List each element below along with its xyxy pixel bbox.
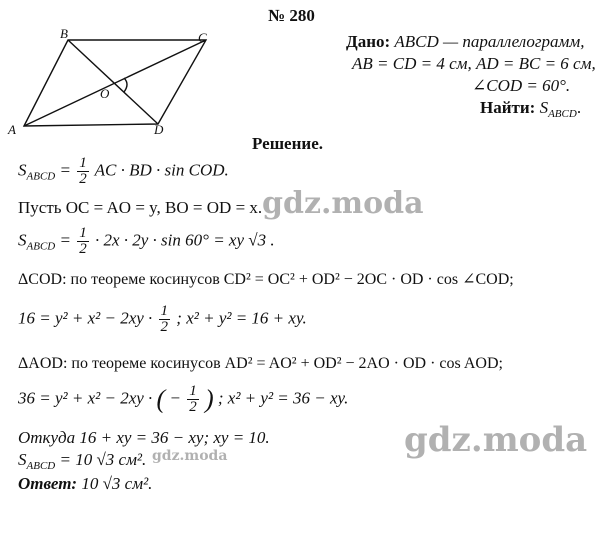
formula-line-2: Пусть OC = AO = y, BO = OD = x. xyxy=(18,198,263,217)
l7-minus: − xyxy=(169,388,181,408)
l9-rest: = 10 √3 см². xyxy=(55,450,147,469)
l9-s: S xyxy=(18,450,27,469)
l3-s: S xyxy=(18,230,27,250)
l5-fraction xyxy=(159,304,171,335)
angle-arc xyxy=(124,78,127,92)
l1-num: 1 xyxy=(79,155,87,171)
formula-line-4: ΔCOD: по теореме косинусов CD² = OC² + OD² − 2OC · OD · cos ∠COD; xyxy=(18,271,514,288)
l3-eq: = xyxy=(55,230,76,250)
watermark-bottom: gdz.moda xyxy=(404,420,588,460)
l3-sub: ABCD xyxy=(26,240,56,253)
formula-line-1 xyxy=(18,156,229,187)
l5-den: 2 xyxy=(160,319,169,335)
solution-heading: Решение. xyxy=(252,134,323,153)
l3-rest: · 2x · 2y · sin 60° = xy √3 . xyxy=(94,230,275,250)
l5-num: 1 xyxy=(160,303,169,319)
l7-end: ; x² + y² = 36 − xy. xyxy=(217,388,349,408)
answer-value: 10 √3 см². xyxy=(77,474,153,493)
l1-s: S xyxy=(18,160,27,180)
formula-line-5 xyxy=(18,304,307,335)
answer-line xyxy=(18,474,152,494)
find-label: Найти: xyxy=(480,98,536,117)
watermark-small: gdz.moda xyxy=(152,448,228,464)
given-figure-text: ABCD — параллелограмм, xyxy=(394,32,585,51)
l5-start: 16 = y² + x² − 2xy · xyxy=(18,308,157,328)
diagonal-bd xyxy=(68,40,158,124)
formula-line-6: ΔAOD: по теореме косинусов AD² = AO² + OD² − 2AO · OD · cos AOD; xyxy=(18,355,503,372)
vertex-b-label: B xyxy=(60,26,68,41)
given-label: Дано: xyxy=(346,32,391,51)
problem-number: № 280 xyxy=(268,6,315,25)
l1-rest: AC · BD · sin COD. xyxy=(94,160,229,180)
l3-den: 2 xyxy=(79,241,87,257)
find-end: . xyxy=(576,98,582,117)
l5-end: ; x² + y² = 16 + xy. xyxy=(176,308,307,328)
find-s: S xyxy=(539,98,549,117)
find-line xyxy=(480,98,581,124)
formula-line-7 xyxy=(18,384,348,415)
watermark-top: gdz.moda xyxy=(262,186,424,221)
l3-fraction xyxy=(77,226,89,257)
l1-fraction xyxy=(77,156,89,187)
parallelogram-figure xyxy=(6,26,236,138)
l7-fraction xyxy=(187,384,199,415)
l7-right-paren: ) xyxy=(204,384,214,414)
l1-eq: = xyxy=(55,160,76,180)
find-sub: ABCD xyxy=(548,108,577,120)
formula-line-3 xyxy=(18,226,275,257)
vertex-a-label: A xyxy=(8,122,16,137)
given-line-1 xyxy=(346,32,584,52)
l9-sub: ABCD xyxy=(26,460,56,472)
formula-line-8: Откуда 16 + xy = 36 − xy; xy = 10. xyxy=(18,428,270,447)
l3-num: 1 xyxy=(79,225,87,241)
answer-label: Ответ: xyxy=(18,474,78,493)
l7-num: 1 xyxy=(189,383,197,399)
l7-den: 2 xyxy=(189,399,197,415)
formula-line-9 xyxy=(18,450,146,476)
l7-left-paren: ( xyxy=(156,384,166,414)
l7-start: 36 = y² + x² − 2xy · xyxy=(18,388,157,408)
given-line-2: AB = CD = 4 см, AD = BC = 6 см, xyxy=(352,54,596,73)
l1-sub: ABCD xyxy=(26,170,56,183)
vertex-d-label: D xyxy=(154,122,164,137)
l1-den: 2 xyxy=(79,171,87,187)
given-line-3: ∠COD = 60°. xyxy=(472,76,571,95)
center-o-label: O xyxy=(100,86,110,101)
vertex-c-label: C xyxy=(198,30,207,45)
